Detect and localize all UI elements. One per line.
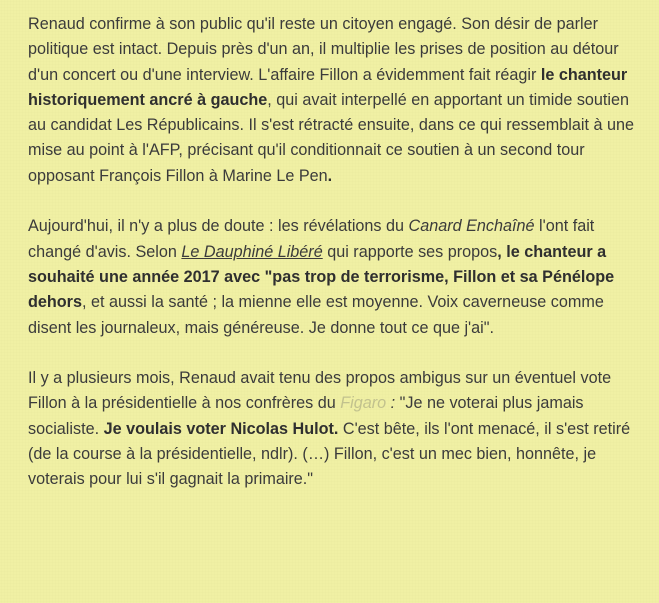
bold-quote: Je voulais voter Nicolas Hulot.: [103, 419, 339, 438]
paragraph-text: , qui avait interpellé en apportant un timide soutien au candidat Les Républicains. Il s'est rétracté ensuite, dans ce qui ressemblait à une mise au point à l'AFP, précisant qu'il conditionnait ce soutien à un second tour opposant François Fillon à Marine Le Pen: [28, 90, 634, 185]
paragraph-2: [28, 214, 645, 340]
paragraph-3: [28, 366, 645, 492]
paragraph-text: qui rapporte ses propos: [322, 242, 498, 261]
publication-name: Canard Enchaîné: [408, 217, 535, 236]
paragraph-text: l'ont fait changé d'avis. Selon: [28, 217, 595, 261]
paragraph-text: , et aussi la santé ; la mienne elle est moyenne. Voix caverneuse comme disent les journaleux, mais généreuse. Je donne tout ce que j'ai".: [28, 293, 604, 337]
paragraph-text: Renaud confirme à son public qu'il reste un citoyen engagé. Son désir de parler politique est intact. Depuis près d'un an, il multiplie les prises de position au détour d'un concert ou d'une interview. L'affaire Fillon a évidemment fait réagir: [28, 15, 619, 84]
figaro-link[interactable]: Figaro: [340, 394, 387, 413]
bold-quote: , le chanteur a souhaité une année 2017 avec "pas trop de terrorisme, Fillon et sa Pénélope dehors: [28, 242, 615, 312]
paragraph-1: [28, 12, 645, 189]
paragraph-text: Aujourd'hui, il n'y a plus de doute : les révélations du: [28, 217, 409, 236]
bold-phrase: le chanteur historiquement ancré à gauche: [28, 65, 628, 109]
dauphine-libere-link[interactable]: Le Dauphiné Libéré: [181, 242, 323, 261]
colon: :: [386, 394, 396, 413]
paragraph-text: "Je ne voterai plus jamais socialiste.: [28, 394, 584, 438]
bold-period: .: [327, 166, 333, 185]
paragraph-text: Il y a plusieurs mois, Renaud avait tenu des propos ambigus sur un éventuel vote Fillon à la présidentielle à nos confrères du: [28, 369, 612, 413]
paragraph-text: C'est bête, ils l'ont menacé, il s'est retiré (de la course à la présidentielle, ndlr). (…) Fillon, c'est un mec bien, honnête, je voterais pour lui s'il gagnait la primaire.": [28, 419, 631, 489]
